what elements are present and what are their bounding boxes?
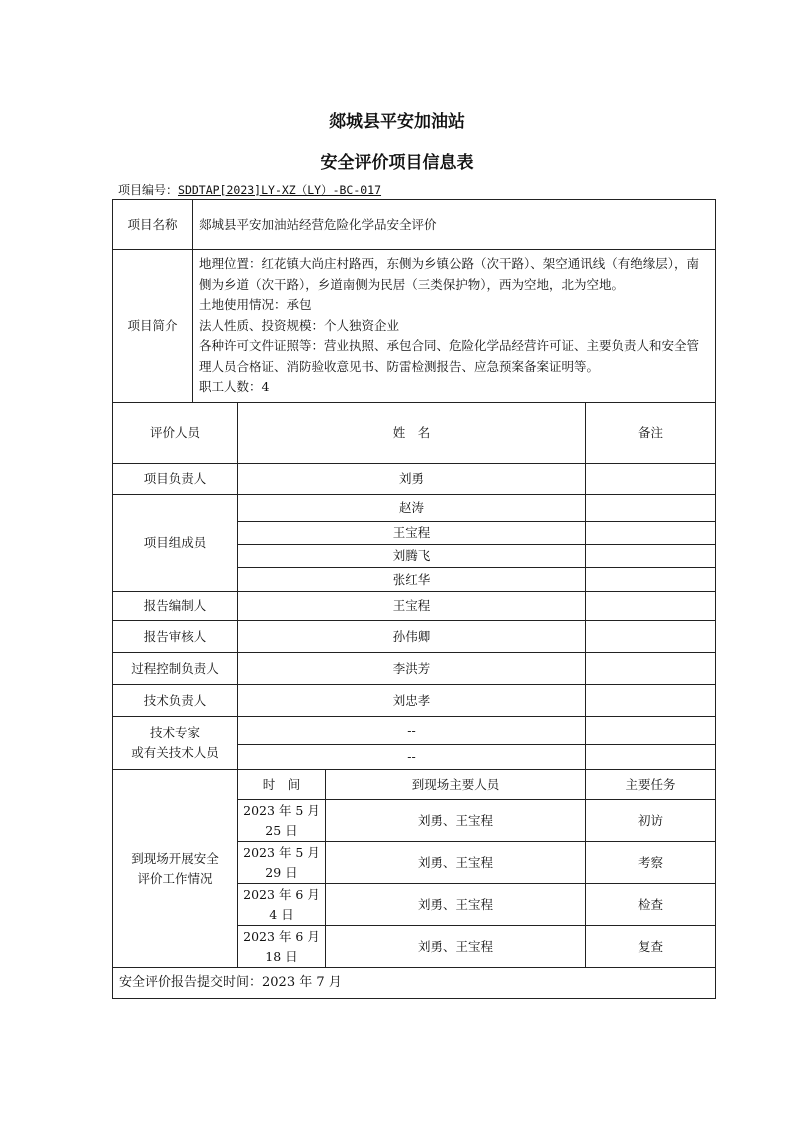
expert-name: -- — [238, 745, 586, 770]
project-code-line — [118, 181, 381, 198]
leader-role: 项目负责人 — [113, 464, 238, 495]
member-name: 张红华 — [238, 568, 586, 592]
project-intro-label: 项目简介 — [113, 250, 193, 403]
site-visit-people: 刘勇、王宝程 — [326, 884, 586, 926]
leader-row — [113, 464, 716, 495]
site-visit-people: 刘勇、王宝程 — [326, 800, 586, 842]
site-visit-date — [238, 842, 326, 884]
site-work-label-line2: 评价工作情况 — [137, 870, 213, 886]
site-people-header: 到现场主要人员 — [326, 770, 586, 800]
date-line: 4 日 — [269, 906, 294, 922]
site-task-header: 主要任务 — [586, 770, 716, 800]
technical-remark — [586, 685, 716, 717]
member-remark — [586, 568, 716, 592]
site-visit-task: 检查 — [586, 884, 716, 926]
member-name: 赵涛 — [238, 495, 586, 522]
experts-role-line2: 或有关技术人员 — [131, 745, 219, 760]
document-title: 郯城县平安加油站 — [329, 112, 465, 132]
compiler-role: 报告编制人 — [113, 592, 238, 621]
project-intro-row — [113, 250, 716, 403]
leader-name: 刘勇 — [238, 464, 586, 495]
site-visit-people: 刘勇、王宝程 — [326, 842, 586, 884]
member-remark — [586, 522, 716, 545]
info-table — [112, 199, 716, 999]
members-role: 项目组成员 — [113, 495, 238, 592]
process-control-row — [113, 653, 716, 685]
submission-time: 安全评价报告提交时间：2023 年 7 月 — [113, 968, 716, 999]
date-line: 2023 年 5 月 — [243, 844, 320, 860]
reviewer-remark — [586, 621, 716, 653]
reviewer-role: 报告审核人 — [113, 621, 238, 653]
site-visit-task: 考察 — [586, 842, 716, 884]
site-visit-date — [238, 884, 326, 926]
technical-name: 刘忠孝 — [238, 685, 586, 717]
process-control-role: 过程控制负责人 — [113, 653, 238, 685]
expert-remark — [586, 717, 716, 745]
expert-name: -- — [238, 717, 586, 745]
expert-remark — [586, 745, 716, 770]
compiler-name: 王宝程 — [238, 592, 586, 621]
date-line: 25 日 — [265, 822, 298, 838]
project-name-row — [113, 200, 716, 250]
intro-legal-nature: 法人性质、投资规模：个人独资企业 — [199, 317, 400, 333]
member-name: 刘腾飞 — [238, 545, 586, 568]
experts-role — [113, 717, 238, 770]
member-remark — [586, 545, 716, 568]
project-name-value: 郯城县平安加油站经营危险化学品安全评价 — [193, 200, 716, 250]
date-line: 18 日 — [265, 948, 298, 964]
site-visit-task: 复查 — [586, 926, 716, 968]
site-visit-date — [238, 800, 326, 842]
personnel-remark-header: 备注 — [586, 403, 716, 464]
member-row — [113, 495, 716, 522]
intro-staff-count: 职工人数：4 — [199, 379, 270, 395]
process-control-name: 李洪芳 — [238, 653, 586, 685]
technical-row — [113, 685, 716, 717]
intro-land-use: 土地使用情况：承包 — [199, 297, 312, 313]
date-line: 2023 年 6 月 — [243, 886, 320, 902]
site-work-label — [113, 770, 238, 968]
site-work-label-line1: 到现场开展安全 — [131, 850, 219, 866]
compiler-remark — [586, 592, 716, 621]
project-code: SDDTAP[2023]LY-XZ（LY）-BC-017 — [178, 183, 382, 197]
site-work-header-row — [113, 770, 716, 800]
reviewer-row — [113, 621, 716, 653]
intro-licenses: 各种许可文件证照等：营业执照、承包合同、危险化学品经营许可证、主要负责人和安全管理人员合格证、消防验收意见书、防雷检测报告、应急预案备案证明等。 — [199, 338, 700, 374]
personnel-role-header: 评价人员 — [113, 403, 238, 464]
date-line: 2023 年 6 月 — [243, 928, 320, 944]
site-visit-date — [238, 926, 326, 968]
document-subtitle: 安全评价项目信息表 — [320, 153, 474, 173]
leader-remark — [586, 464, 716, 495]
experts-role-line1: 技术专家 — [149, 725, 200, 740]
site-time-header: 时 间 — [238, 770, 326, 800]
site-visit-task: 初访 — [586, 800, 716, 842]
personnel-name-header: 姓 名 — [238, 403, 586, 464]
date-line: 2023 年 5 月 — [243, 802, 320, 818]
expert-row — [113, 717, 716, 745]
project-code-label: 项目编号： — [118, 183, 179, 197]
process-control-remark — [586, 653, 716, 685]
intro-location: 地理位置：红花镇大尚庄村路西，东侧为乡镇公路（次干路）、架空通讯线（有绝缘层），南侧为乡道（次干路），乡道南侧为民居（三类保护物），西为空地，北为空地。 — [199, 256, 700, 292]
personnel-header-row — [113, 403, 716, 464]
member-name: 王宝程 — [238, 522, 586, 545]
site-visit-people: 刘勇、王宝程 — [326, 926, 586, 968]
submission-row — [113, 968, 716, 999]
project-intro-content — [193, 250, 716, 403]
date-line: 29 日 — [265, 864, 298, 880]
compiler-row — [113, 592, 716, 621]
technical-role: 技术负责人 — [113, 685, 238, 717]
member-remark — [586, 495, 716, 522]
reviewer-name: 孙伟卿 — [238, 621, 586, 653]
project-name-label: 项目名称 — [113, 200, 193, 250]
